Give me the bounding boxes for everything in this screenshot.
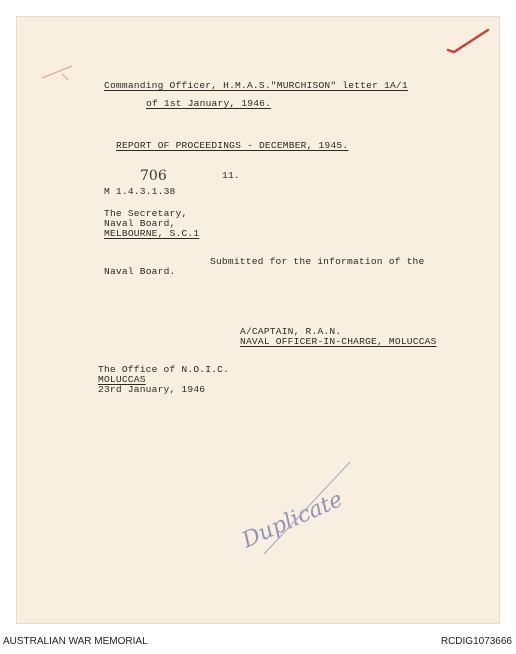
letter-reference-line2: of 1st January, 1946. [146,98,272,109]
origin-line2: MOLUCCAS [98,374,146,385]
signature-title: NAVAL OFFICER-IN-CHARGE, MOLUCCAS [240,336,437,347]
page-marker: 11. [222,170,240,181]
origin-line1: The Office of N.O.I.C. [98,364,230,375]
report-title: REPORT OF PROCEEDINGS - DECEMBER, 1945. [116,140,349,151]
body-line2: Naval Board. [104,266,176,277]
signature-rank: A/CAPTAIN, R.A.N. [240,326,342,337]
footer-id: RCDIG1073666 [440,636,512,647]
stamp-number: 706 [140,168,167,184]
red-tick-mark [446,26,492,56]
red-scratch-mark [38,60,78,84]
addressee-line1: The Secretary, [104,208,188,219]
addressee-line3: MELBOURNE, S.C.1 [104,228,200,239]
body-line1: Submitted for the information of the [210,256,425,267]
origin-line3: 23rd January, 1946 [98,384,206,395]
file-reference: M 1.4.3.1.38 [104,186,176,197]
footer-source: AUSTRALIAN WAR MEMORIAL [3,636,148,647]
addressee-line2: Naval Board, [104,218,176,229]
handwritten-duplicate-annotation [228,454,358,564]
svg-text:Duplicate: Duplicate [238,486,347,554]
letter-reference-line1: Commanding Officer, H.M.A.S."MURCHISON" letter 1A/1 [104,80,408,91]
